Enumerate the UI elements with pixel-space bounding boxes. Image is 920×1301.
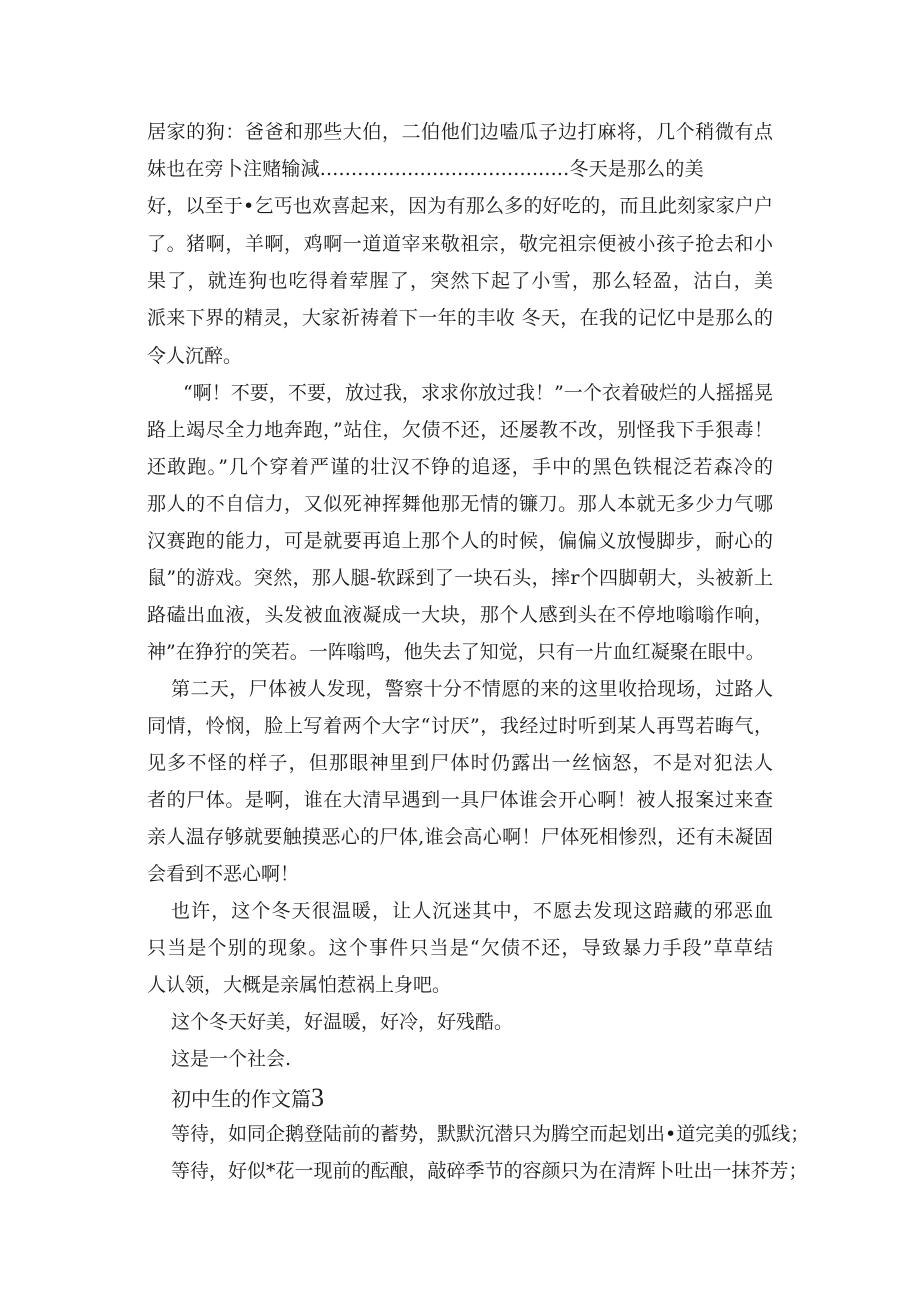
text-line: 这是一个社会. [171,1048,292,1070]
text-line: 路磕出血液，头发被血液凝成一大块，那个人感到头在不停地嗡嗡作响， [147,604,773,626]
text-line: 妹也在旁卜注赌输減........................................冬天是那么的美 [147,158,704,180]
text-line: 还敢跑。”几个穿着严谨的壮汉不铮的追逐，手中的黑色铁棍泛若森冷的 [147,456,773,478]
text-line: 只当是个别的现象。这个事件只当是“欠债不还，导致暴力手段”草草结 [147,937,773,959]
text-line: 等待，好似*花一现前的酝酿，敲碎季节的容颜只为在清辉卜吐出一抹芥芳； [171,1160,808,1182]
text-line: 同情，怜悯，脸上写着两个大字“讨厌”，我经过时听到某人再骂若晦气， [147,715,773,737]
text-line: 居家的狗：爸爸和那些大伯，二伯他们边嗑瓜子边打麻将，几个稍微有点 [147,121,773,143]
text-line: 亲人温存够就要触摸恶心的尸体,谁会高心啊！尸体死相惨烈，还有未凝固 [147,826,773,848]
text-line: 令人沉醉。 [147,345,243,367]
text-line: 这个冬天好美，好温暖，好冷，好残酷。 [171,1011,514,1033]
text-line: 汉赛跑的能力，可是就要再追上那个人的时候，偏偏义放慢脚步，耐心的 [147,530,773,552]
text-line: 了。猪啊，羊啊，鸡啊一道道宰来敬祖宗，敬完祖宗便被小孩子抢去和小 [147,233,773,255]
text-line: 路上竭尽全力地奔跑，”站住，欠债不还，还屡教不改，别怪我下手狠毒！ [147,419,773,441]
text-line: 好，以至于•乞丐也欢喜起来，因为有那么多的好吃的，而且此刻家家户户 [147,195,773,217]
section-heading-number: 3 [311,1083,324,1112]
text-line: 鼠”的游戏。突然，那人腿-软踩到了一块石头，摔r个四脚朝大，头被新上 [147,567,773,589]
text-line: 人认领，大概是亲属怕惹祸上身吧。 [147,974,452,996]
text-line: 也许，这个冬天很温暖，让人沉迷其中，不愿去发现这踣藏的邪恶血 [171,900,773,922]
text-line: “啊！不要，不要，放过我，求求你放过我！”一个衣着破烂的人摇摇晃 [183,382,773,404]
text-line: 者的尸体。是啊，谁在大清早遇到一具尸体谁会开心啊！被人报案过来查 [147,789,773,811]
section-heading [171,1083,324,1113]
text-line: 派来下界的精灵，大家祈祷着下一年的丰收 冬天，在我的记忆中是那么的 [147,307,773,329]
text-line: 果了，就连狗也吃得着荤腥了，突然下起了小雪，那么轻盈，沽白，美 [147,270,773,292]
text-line: 见多不怪的样子，但那眼神里到尸体时仍露出一丝恼怒，不是对犯法人 [147,752,773,774]
text-line: 等待，如同企鹅登陆前的蓄势，默默沉潜只为腾空而起划出•道完美的弧线； [171,1123,810,1145]
text-line: 神”在狰狞的笑若。一阵嗡鸣，他失去了知觉，只有一片血红凝聚在眼中。 [147,641,765,663]
text-line: 第二天，尸体被人发现，警察十分不情愿的来的这里收拾现场，过路人 [171,678,773,700]
text-line: 那人的不自信力，又似死神挥舞他那无情的镰刀。那人本就无多少力气哪 [147,493,773,515]
text-line: 会看到不恶心啊！ [147,863,300,885]
section-heading-text: 初中生的作文篇 [171,1087,311,1111]
